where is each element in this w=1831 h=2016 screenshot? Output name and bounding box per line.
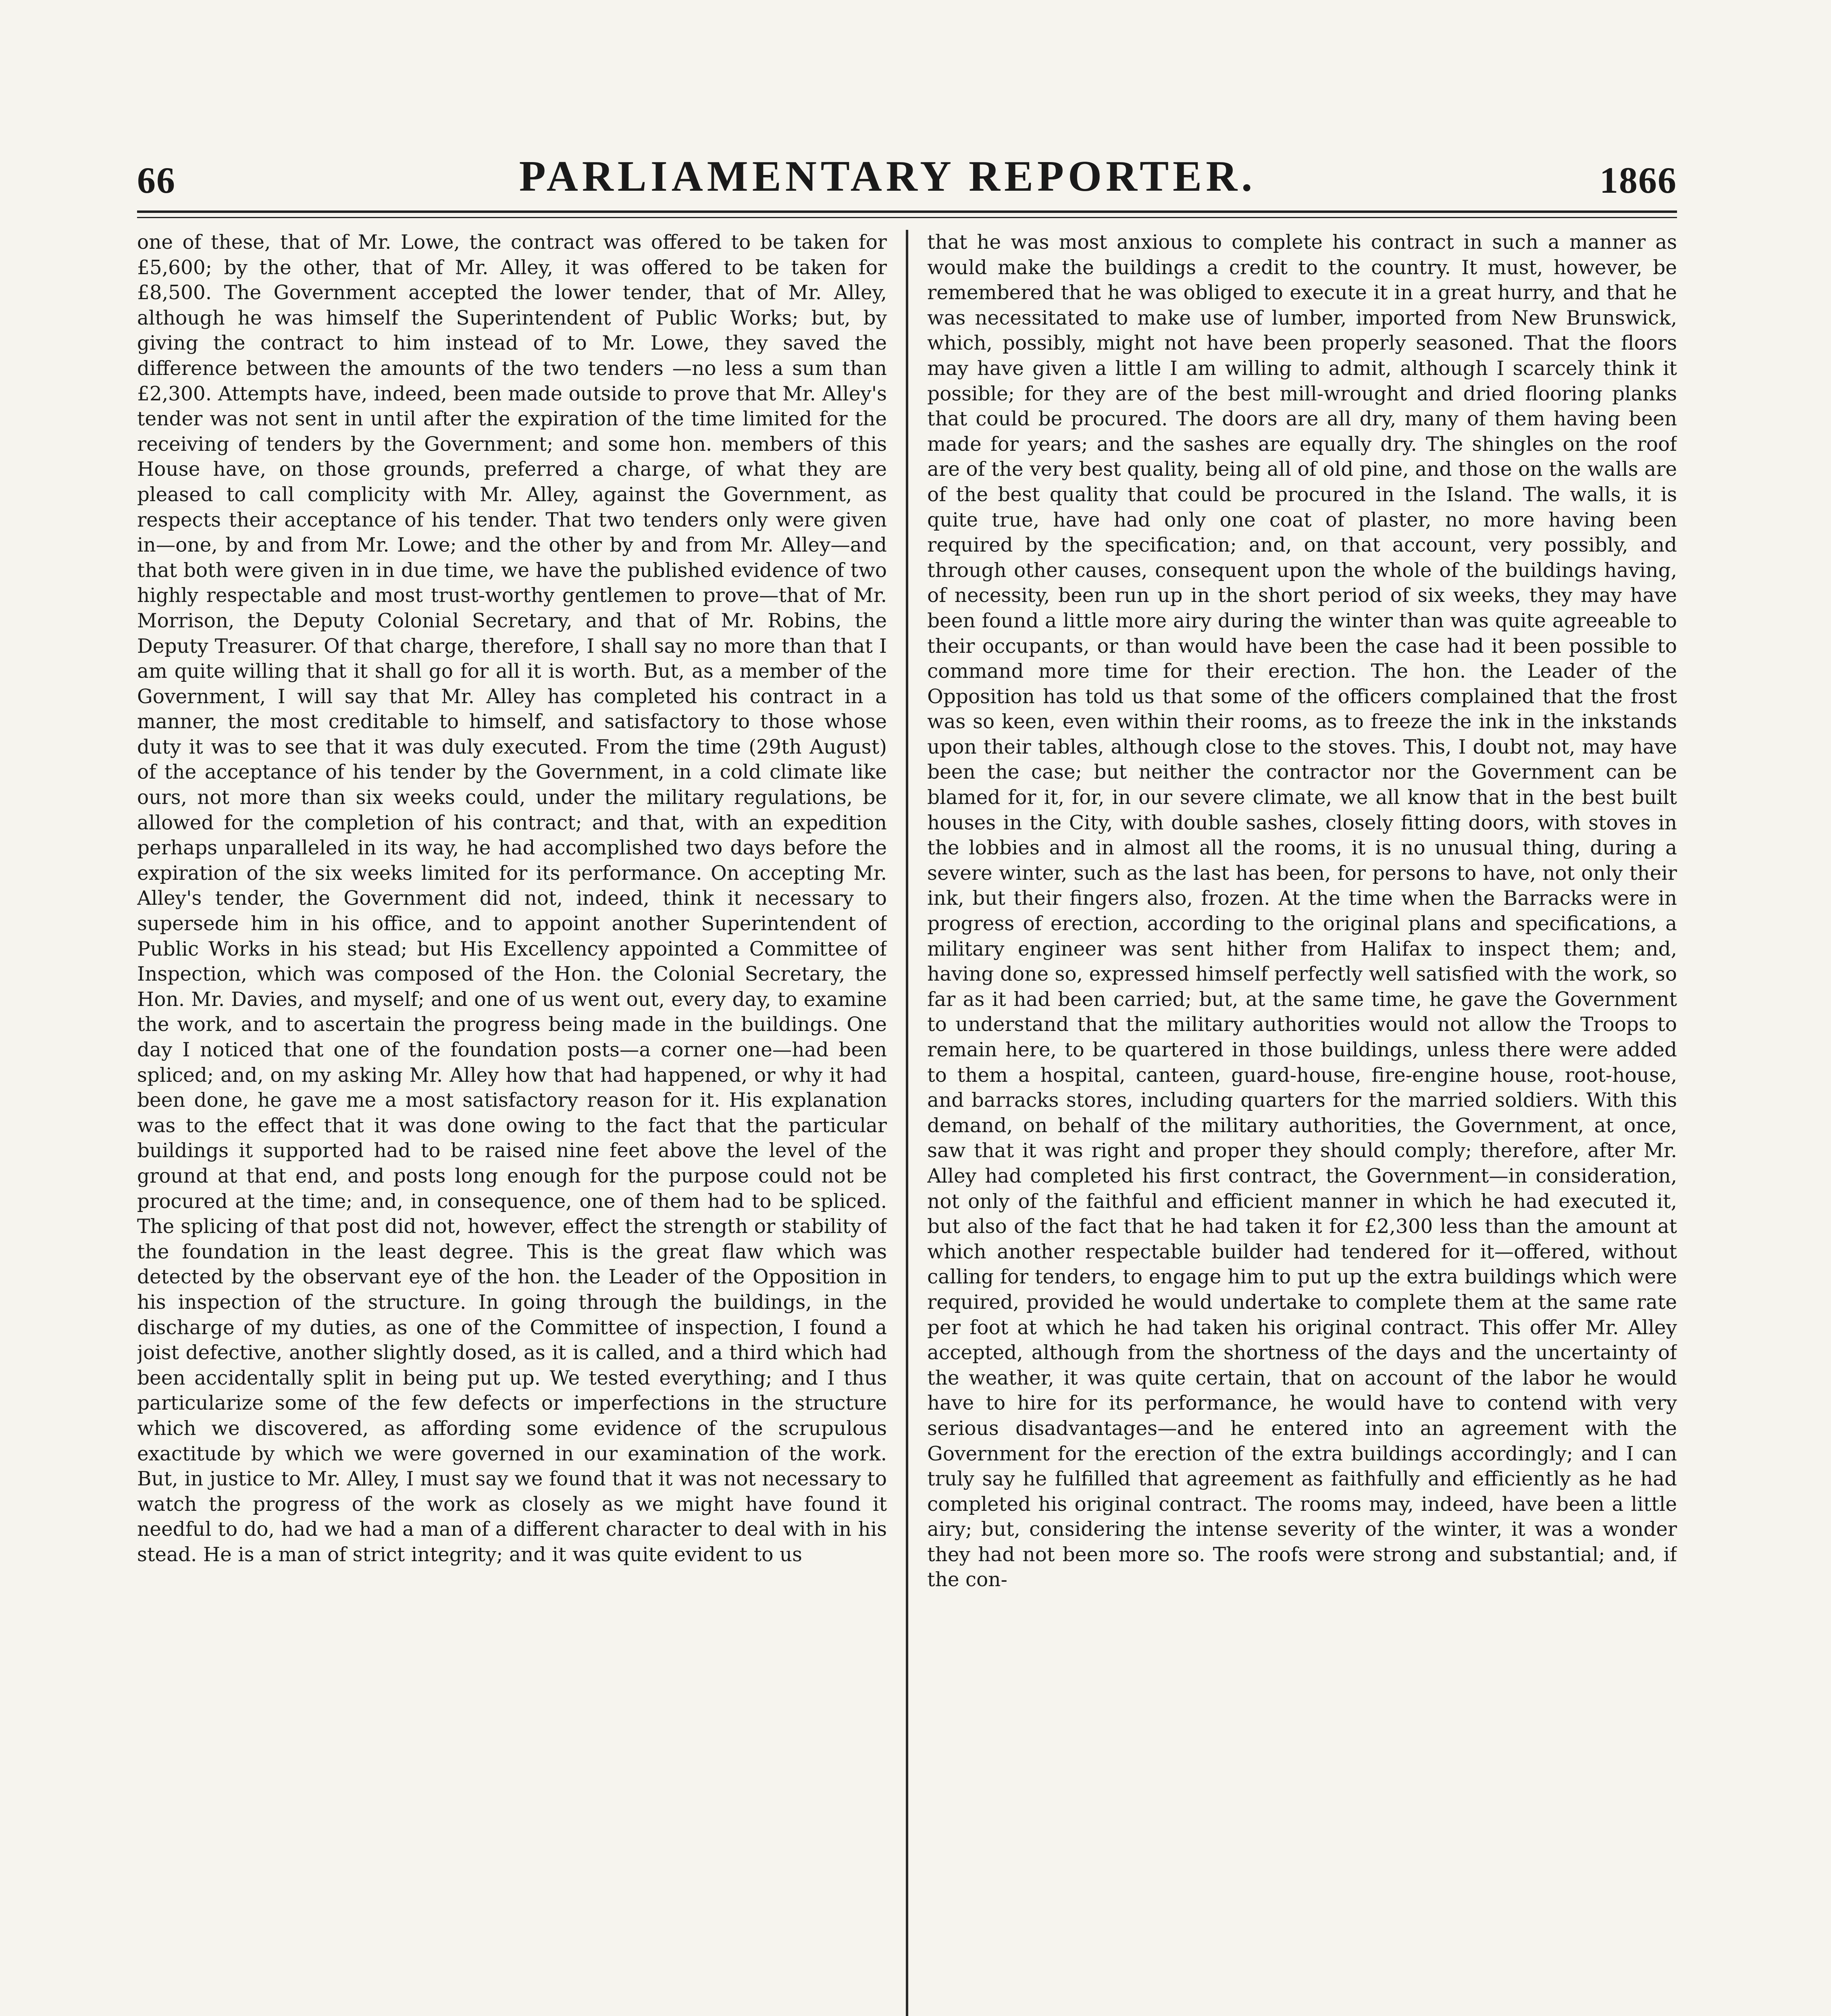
header-rule xyxy=(137,210,1677,218)
page-number: 66 xyxy=(137,160,176,201)
right-column xyxy=(927,230,1677,2016)
column-divider xyxy=(906,230,908,2016)
right-column-text: that he was most anxious to complete his contract in such a manner as would make the buildings a credit to the country. It must, however, be remembered that he was obliged to execute it in a great hurry, and that he was necessitated to make use of lumber, imported from New Brunswick, which, possibly, might not have been properly seasoned. That the floors may have given a little I am willing to admit, although I scarcely think it possible; for they are of the best mill-wrought and dried flooring planks that could be procured. The doors are all dry, many of them having been made for years; and the sashes are equally dry. The shingles on the roof are of the very best quality, being all of old pine, and those on the walls are of the best quality that could be procured in the Island. The walls, it is quite true, have had only one coat of plaster, no more having been required by the specification; and, on that account, very possibly, and through other causes, consequent upon the whole of the buildings having, of necessity, been run up in the short period of six weeks, they may have been found a little more airy during the winter than was quite agreeable to their occupants, or than would have been the case had it been possible to command more time for their erection. The hon. the Leader of the Opposition has told us that some of the officers complained that the frost was so keen, even within their rooms, as to freeze the ink in the inkstands upon their tables, although close to the stoves. This, I doubt not, may have been the case; but neither the contractor nor the Government can be blamed for it, for, in our severe climate, we all know that in the best built houses in the City, with double sashes, closely fitting doors, with stoves in the lobbies and in almost all the rooms, it is no unusual thing, during a severe winter, such as the last has been, for persons to have, not only their ink, but their fingers also, frozen. At the time when the Barracks were in progress of erection, according to the original plans and specifications, a military engineer was sent hither from Halifax to inspect them; and, having done so, expressed himself perfectly well satisfied with the work, so far as it had been carried; but, at the same time, he gave the Government to understand that the military authorities would not allow the Troops to remain here, to be quartered in those buildings, unless there were added to them a hospital, canteen, guard-house, fire-engine house, root-house, and barracks stores, including quarters for the married soldiers. With this demand, on behalf of the military authorities, the Government, at once, saw that it was right and proper they should comply; therefore, after Mr. Alley had completed his first contract, the Government—in consideration, not only of the faithful and efficient manner in which he had executed it, but also of the fact that he had taken it for £2,300 less than the amount at which another respectable builder had tendered for it—offered, without calling for tenders, to engage him to put up the extra buildings which were required, provided he would undertake to complete them at the same rate per foot at which he had taken his original contract. This offer Mr. Alley accepted, although from the shortness of the days and the uncertainty of the weather, it was quite certain, that on account of the labor he would have to hire for its performance, he would have to contend with very serious disadvantages—and he entered into an agreement with the Government for the erection of the extra buildings accordingly; and I can truly say he fulfilled that agreement as faithfully and efficiently as he had completed his original contract. The rooms may, indeed, have been a little airy; but, considering the intense severity of the winter, it was a wonder they had not been more so. The roofs were strong and substantial; and, if the con- xyxy=(927,231,1677,1591)
left-column xyxy=(137,230,887,2016)
text-columns xyxy=(137,230,1677,2016)
header-year: 1866 xyxy=(1600,160,1677,201)
running-title: PARLIAMENTARY REPORTER. xyxy=(519,152,1257,200)
page-header xyxy=(137,145,1677,202)
newspaper-page xyxy=(137,145,1677,2016)
left-column-text: one of these, that of Mr. Lowe, the contract was offered to be taken for £5,600; by the other, that of Mr. Alley, it was offered to be taken for £8,500. The Government accepted the lower tender, that of Mr. Alley, although he was himself the Superintendent of Public Works; but, by giving the contract to him instead of to Mr. Lowe, they saved the difference between the amounts of the two tenders —no less a sum than £2,300. Attempts have, indeed, been made outside to prove that Mr. Alley's tender was not sent in until after the expiration of the time limited for the receiving of tenders by the Government; and some hon. members of this House have, on those grounds, preferred a charge, of what they are pleased to call complicity with Mr. Alley, against the Government, as respects their acceptance of his tender. That two tenders only were given in—one, by and from Mr. Lowe; and the other by and from Mr. Alley—and that both were given in in due time, we have the published evidence of two highly respectable and most trust-worthy gentlemen to prove—that of Mr. Morrison, the Deputy Colonial Secretary, and that of Mr. Robins, the Deputy Treasurer. Of that charge, therefore, I shall say no more than that I am quite willing that it shall go for all it is worth. But, as a member of the Government, I will say that Mr. Alley has completed his contract in a manner, the most creditable to himself, and satisfactory to those whose duty it was to see that it was duly executed. From the time (29th August) of the acceptance of his tender by the Government, in a cold climate like ours, not more than six weeks could, under the military regulations, be allowed for the completion of his contract; and that, with an expedition perhaps unparalleled in its way, he had accomplished two days before the expiration of the six weeks limited for its performance. On accepting Mr. Alley's tender, the Government did not, indeed, think it necessary to supersede him in his office, and to appoint another Superintendent of Public Works in his stead; but His Excellency appointed a Committee of Inspection, which was composed of the Hon. the Colonial Secretary, the Hon. Mr. Davies, and myself; and one of us went out, every day, to examine the work, and to ascertain the progress being made in the buildings. One day I noticed that one of the foundation posts—a corner one—had been spliced; and, on my asking Mr. Alley how that had happened, or why it had been done, he gave me a most satisfactory reason for it. His explanation was to the effect that it was done owing to the fact that the particular buildings it supported had to be raised nine feet above the level of the ground at that end, and posts long enough for the purpose could not be procured at the time; and, in consequence, one of them had to be spliced. The splicing of that post did not, however, effect the strength or stability of the foundation in the least degree. This is the great flaw which was detected by the observant eye of the hon. the Leader of the Opposition in his inspection of the structure. In going through the buildings, in the discharge of my duties, as one of the Committee of inspection, I found a joist defective, another slightly dosed, as it is called, and a third which had been accidentally split in being put up. We tested everything; and I thus particularize some of the few defects or imperfections in the structure which we discovered, as affording some evidence of the scrupulous exactitude by which we were governed in our examination of the work. But, in justice to Mr. Alley, I must say we found that it was not necessary to watch the progress of the work as closely as we might have found it needful to do, had we had a man of a different character to deal with in his stead. He is a man of strict integrity; and it was quite evident to us xyxy=(137,231,887,1566)
